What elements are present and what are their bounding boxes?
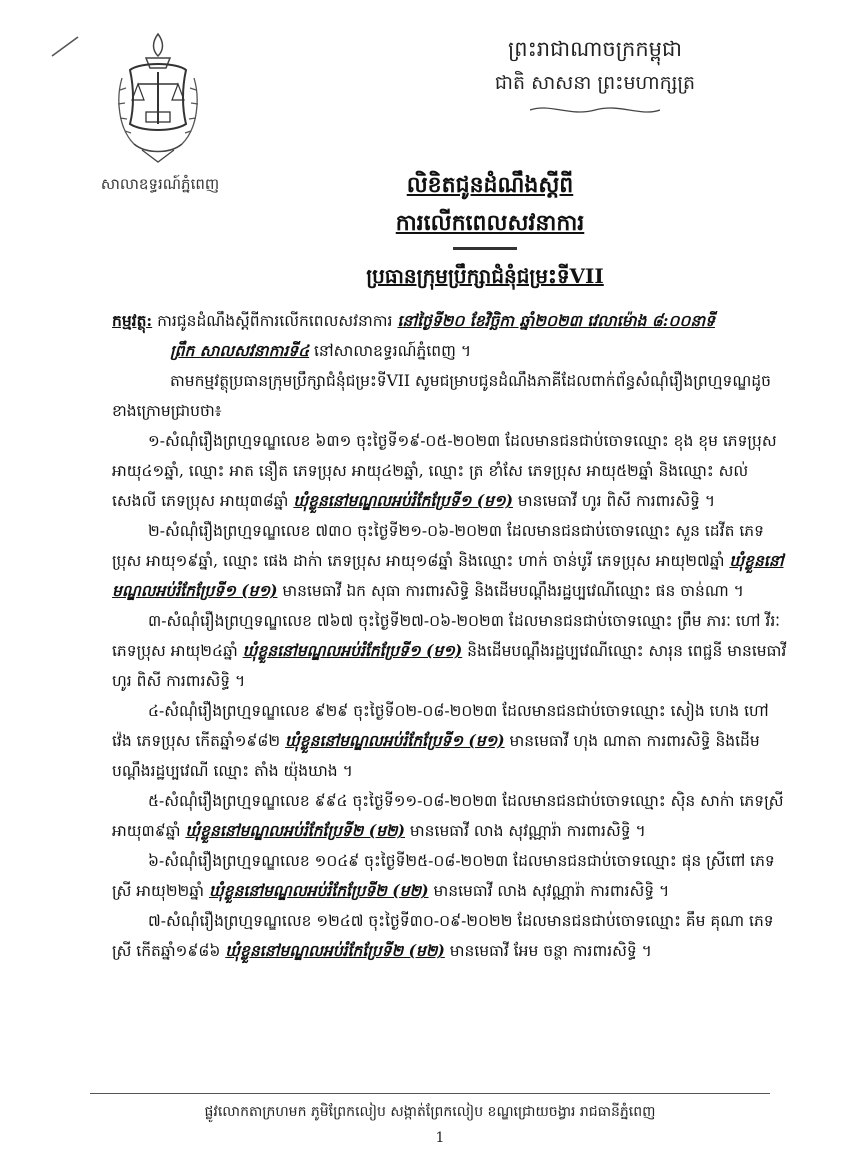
intro-paragraph: តាមកម្មវត្ថុប្រធានក្រុមប្រឹក្សាជំនុំជម្រះទីVII សូមជម្រាបជូនដំណឹងភាគីដែលពាក់ព័ន្ធសំណុំរឿងព្រហ្មទណ្ឌដូចខាងក្រោមជ្រាបថា៖: [112, 372, 771, 420]
case-detention-center: ឃុំខ្លួននៅមណ្ឌលអប់រំកែប្រែទី១ (ម១): [293, 491, 513, 510]
document-title-line1: លិខិតជូនដំណឹងស្ដីពី: [406, 172, 574, 198]
case-lawyer: មានមេធាវី ឯក សុធា ការពារសិទ្ធិ និងដើមបណ្ដឹងរដ្ឋប្បវេណីឈ្មោះ ផន ចាន់ណា ។: [277, 582, 744, 600]
case-details: ៦-សំណុំរឿងព្រហ្មទណ្ឌលេខ ១០៤៩ ចុះថ្ងៃទី២៥-០៨-២០២៣ ដែលមានជនជាប់ចោទឈ្មោះ ផុន ស្រីពៅ ភេទស្រី អាយុ២២ឆ្នាំ: [112, 852, 775, 900]
case-details: ១-សំណុំរឿងព្រហ្មទណ្ឌលេខ ៦៣១ ចុះថ្ងៃទី១៩-០៥-២០២៣ ដែលមានជនជាប់ចោទឈ្មោះ ខុង ខុម ភេទប្រុស អាយុ៤១ឆ្នាំ, ឈ្មោះ អាត នឿត ភេទប្រុស អាយុ៤២ឆ្នាំ, ឈ្មោះ ត្រ ខាំសែ ភេទប្រុស អាយុ៥២ឆ្នាំ និងឈ្មោះ សល់ សេងលី ភេទប្រុស អាយុ៣៨ឆ្នាំ: [112, 432, 777, 510]
pen-stroke-mark: [50, 34, 80, 58]
case-lawyer: មានមេធាវី លាង សុវណ្ណារ៉ា ការពារសិទ្ធិ ។: [405, 822, 646, 840]
case-item: [112, 516, 792, 606]
case-details: ៧-សំណុំរឿងព្រហ្មទណ្ឌលេខ ១២៤៧ ចុះថ្ងៃទី៣០-០៩-២០២២ ដែលមានជនជាប់ចោទឈ្មោះ គឹម គុណា ភេទស្រី កើតឆ្នាំ១៩៨៦: [112, 912, 774, 960]
subject-text: ការជូនដំណឹងស្តីពីការលើកពេលសវនាការ: [152, 312, 398, 330]
page-number: 1: [435, 1130, 445, 1146]
footer-address: ផ្លូវលោកតាក្រហមក ភូមិព្រែកលៀប សង្កាត់ព្រែកលៀប ខណ្ឌជ្រោយចង្វារ រាជធានីភ្នំពេញ: [204, 1104, 656, 1120]
case-item: [112, 606, 792, 696]
case-lawyer: មានមេធាវី លាង សុវណ្ណារ៉ា ការពារសិទ្ធិ ។: [428, 882, 670, 900]
subject-hearing-room: ព្រឹក សាលសវនាការទី៤: [170, 341, 310, 360]
case-details: ២-សំណុំរឿងព្រហ្មទណ្ឌលេខ ៧៣០ ចុះថ្ងៃទី២១-០៦-២០២៣ ដែលមានជនជាប់ចោទឈ្មោះ សួន ដេវីត ភេទប្រុស អាយុ១៩ឆ្នាំ, ឈ្មោះ ផេង ដាក់ា ភេទប្រុស អាយុ១៨ឆ្នាំ និងឈ្មោះ ហាក់ ចាន់បូរី ភេទប្រុស អាយុ២៧ឆ្នាំ: [112, 522, 764, 570]
footer-divider: [90, 1093, 770, 1094]
case-details: ៣-សំណុំរឿងព្រហ្មទណ្ឌលេខ ៧៦៧ ចុះថ្ងៃទី២៧-០៦-២០២៣ ដែលមានជនជាប់ចោទឈ្មោះ ព្រឹម ភារៈ ហៅ វីរៈ ភេទប្រុស អាយុ២៤ឆ្នាំ: [112, 612, 780, 660]
notice-body: [112, 306, 792, 966]
case-detention-center: ឃុំខ្លួននៅមណ្ឌលអប់រំកែប្រែទី២ (ម២): [225, 941, 445, 960]
case-lawyer: និងដើមបណ្ដឹងរដ្ឋប្បវេណីឈ្មោះ សារុន ពេជ្ជនី មានមេធាវី ហូរ ពិសី ការពារសិទ្ធិ ។: [112, 642, 787, 690]
case-lawyer: មានមេធាវី ហុង ណាតា ការពារសិទ្ធិ និងដើមបណ្ដឹងរដ្ឋប្បវេណី ឈ្មោះ តាំង យ៉ុងឃាង ។: [112, 732, 760, 780]
case-detention-center: ឃុំខ្លួននៅមណ្ឌលអប់រំកែប្រែទី២ (ម២): [185, 821, 405, 840]
case-detention-center: ឃុំខ្លួននៅមណ្ឌលអប់រំកែប្រែទី១ (ម១): [285, 731, 505, 750]
subject-hearing-datetime: នៅថ្ងៃទី២០ ខែវិច្ឆិកា ឆ្នាំ២០២៣ វេលាម៉ោង ៨:០០នាទី: [397, 311, 715, 330]
case-item: [112, 426, 792, 516]
case-details: ៤-សំណុំរឿងព្រហ្មទណ្ឌលេខ ៩២៩ ចុះថ្ងៃទី០២-០៨-២០២៣ ដែលមានជនជាប់ចោទឈ្មោះ សៀង ហេង ហៅ វ៉េង ភេទប្រុស កើតឆ្នាំ១៩៨២: [112, 702, 769, 750]
case-item: [112, 846, 792, 906]
document-title-line2: ការលើកពេលសវនាការ: [395, 210, 585, 236]
case-item: [112, 696, 792, 786]
case-detention-center: ឃុំខ្លួននៅមណ្ឌលអប់រំកែប្រែទី១ (ម១): [112, 551, 784, 600]
issuer-heading: ប្រធានក្រុមប្រឹក្សាជំនុំជម្រះទីVII: [366, 264, 604, 288]
case-item: [112, 906, 792, 966]
case-lawyer: មានមេធាវី អែម ចន្ថា ការពារសិទ្ធិ ។: [444, 942, 652, 960]
case-lawyer: មានមេធាវី ហូរ ពិសី ការពារសិទ្ធិ ។: [512, 492, 716, 510]
ornament-divider-icon: [530, 103, 660, 117]
court-emblem-icon: [112, 28, 204, 168]
title-divider: [453, 247, 517, 250]
subject-paragraph: [112, 306, 792, 336]
case-item: [112, 786, 792, 846]
subject-continuation: [112, 336, 792, 366]
subject-label: កម្មវត្ថុ:: [112, 311, 153, 330]
subject-tail: នៅសាលាឧទ្ធរណ៍ភ្នំពេញ ។: [309, 342, 472, 360]
case-details: ៥-សំណុំរឿងព្រហ្មទណ្ឌលេខ ៩៩៤ ចុះថ្ងៃទី១១-០៨-២០២៣ ដែលមានជនជាប់ចោទឈ្មោះ ស៊ិន សាក់ា ភេទស្រី អាយុ៣៩ឆ្នាំ: [112, 792, 784, 840]
national-motto: ជាតិ សាសនា ព្រះមហាក្សត្រ: [494, 72, 696, 94]
kingdom-heading: ព្រះរាជាណាចក្រកម្ពុជា: [507, 37, 682, 61]
court-name: សាលាឧទ្ធរណ៍ភ្នំពេញ: [100, 175, 220, 193]
case-detention-center: ឃុំខ្លួននៅមណ្ឌលអប់រំកែប្រែទី១ (ម១): [242, 641, 463, 660]
case-detention-center: ឃុំខ្លួននៅមណ្ឌលអប់រំកែប្រែទី២ (ម២): [208, 881, 429, 900]
